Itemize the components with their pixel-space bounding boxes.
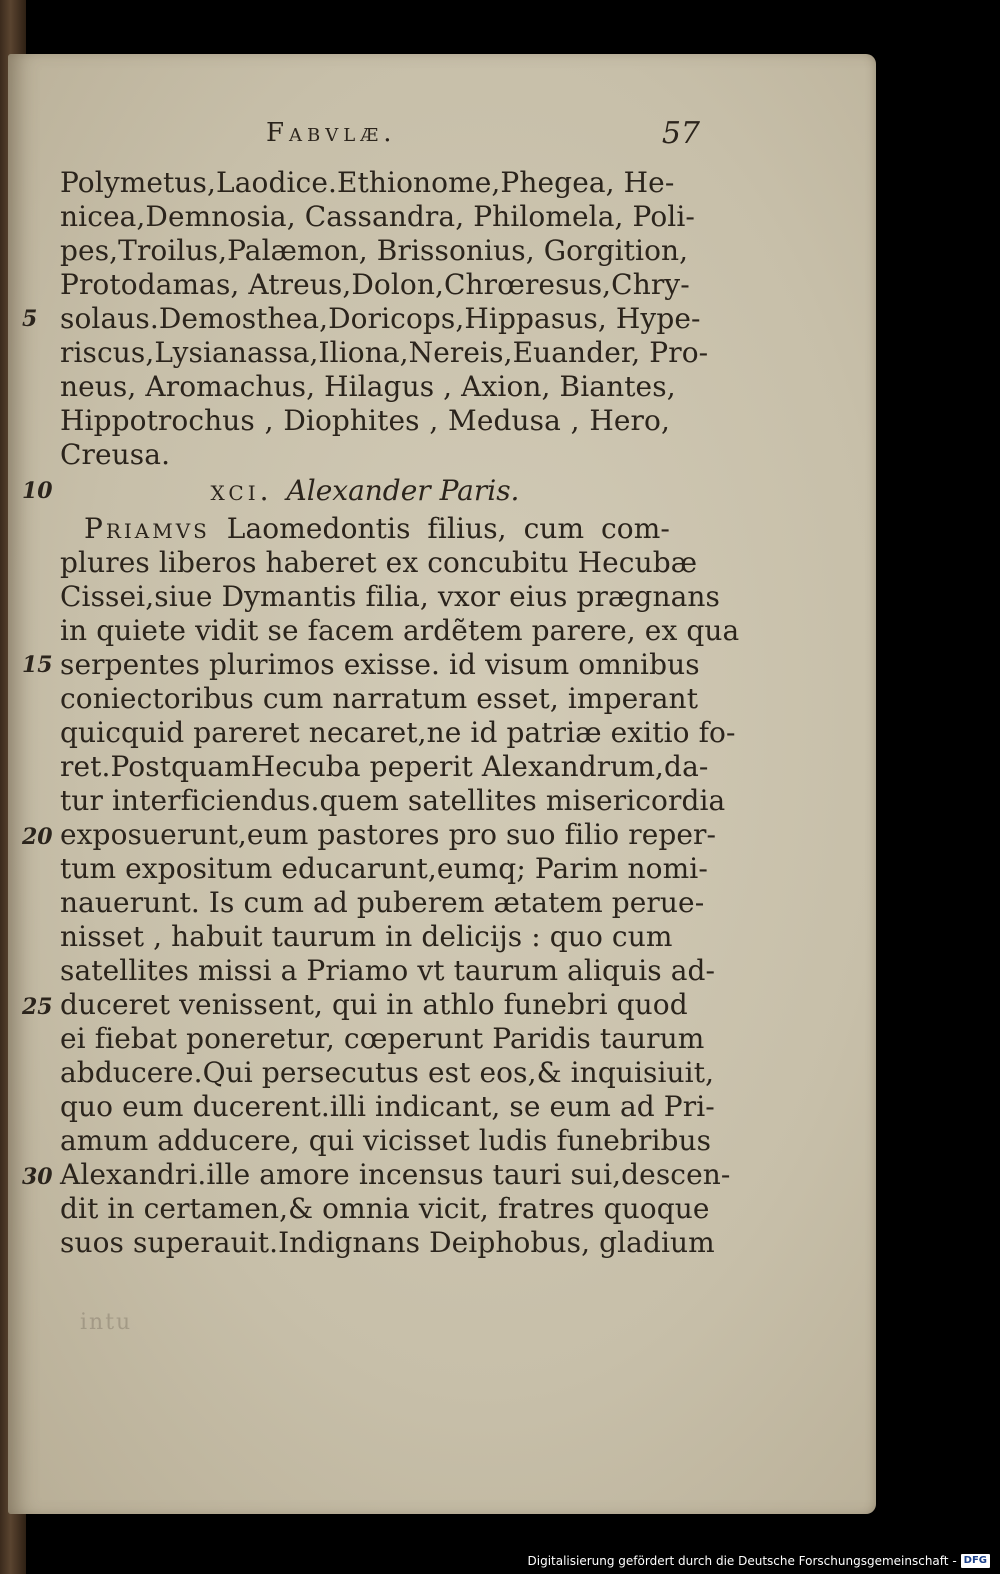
text-line: serpentes plurimos exisse. id visum omnibus	[60, 648, 700, 681]
text-line: nauerunt. Is cum ad puberem ætatem perue-	[60, 886, 705, 919]
page-header	[60, 118, 700, 158]
text-line: Alexandri.ille amore incensus tauri sui,descen-	[60, 1158, 731, 1191]
text-line: Polymetus,Laodice.Ethionome,Phegea, He-	[60, 166, 675, 199]
credit-text: Digitalisierung gefördert durch die Deutsche Forschungsgemeinschaft -	[527, 1554, 957, 1568]
margin-line-number: 30	[22, 1164, 53, 1190]
text-line: quo eum ducerent.illi indicant, se eum ad Pri-	[60, 1090, 715, 1123]
page-number: 57	[661, 116, 700, 151]
book-page	[8, 54, 876, 1514]
text-line: nisset , habuit taurum in delicijs : quo cum	[60, 920, 673, 953]
margin-line-number: 25	[22, 994, 53, 1020]
text-line: coniectoribus cum narratum esset, imperant	[60, 682, 699, 715]
text-line: suos superauit.Indignans Deiphobus, gladium	[60, 1226, 715, 1259]
text-line: riscus,Lysianassa,Iliona,Nereis,Euander, Pro-	[60, 336, 709, 369]
text-line: in quiete vidit se facem ardẽtem parere, ex qua	[60, 614, 740, 647]
text-line: Laomedontis filius, cum com-	[226, 512, 670, 545]
text-line: satellites missi a Priamo vt taurum aliquis ad-	[60, 954, 716, 987]
text-line: exposuerunt,eum pastores pro suo filio reper-	[60, 818, 717, 851]
margin-line-number: 20	[22, 824, 53, 850]
text-line: plures liberos haberet ex concubitu Hecubæ	[60, 546, 698, 579]
text-line: ret.PostquamHecuba peperit Alexandrum,da-	[60, 750, 709, 783]
text-line: Creusa.	[60, 438, 171, 471]
text-line: duceret venissent, qui in athlo funebri quod	[60, 988, 688, 1021]
dropcap-word: Priamvs	[84, 512, 210, 545]
text-line: Protodamas, Atreus,Dolon,Chrœresus,Chry-	[60, 268, 690, 301]
text-line: tur interficiendus.quem satellites misericordia	[60, 784, 726, 817]
margin-line-number: 15	[22, 652, 53, 678]
chapter-heading	[60, 474, 670, 510]
text-line: tum expositum educarunt,eumq; Parim nomi-	[60, 852, 708, 885]
text-line: ei fiebat poneretur, cœperunt Paridis taurum	[60, 1022, 705, 1055]
text-line: amum adducere, qui vicisset ludis funebribus	[60, 1124, 712, 1157]
text-line: solaus.Demosthea,Doricops,Hippasus, Hype-	[60, 302, 701, 335]
text-line: quicquid pareret necaret,ne id patriæ exitio fo-	[60, 716, 736, 749]
chapter-number: xci.	[210, 474, 273, 507]
text-line: pes,Troilus,Palæmon, Brissonius, Gorgition,	[60, 234, 689, 267]
margin-line-number: 10	[22, 478, 53, 504]
text-line: Cissei,siue Dymantis filia, vxor eius prægnans	[60, 580, 720, 613]
text-line: Hippotrochus , Diophites , Medusa , Hero,	[60, 404, 670, 437]
text-line: nicea,Demnosia, Cassandra, Philomela, Poli-	[60, 200, 695, 233]
text-line: neus, Aromachus, Hilagus , Axion, Biantes,	[60, 370, 676, 403]
margin-line-number: 5	[22, 306, 38, 332]
dfg-logo: DFG	[961, 1554, 990, 1568]
text-line-with-dropcap	[60, 512, 670, 546]
catchword-showthrough: intu	[80, 1310, 133, 1335]
chapter-title: Alexander Paris.	[286, 474, 520, 507]
text-line: dit in certamen,& omnia vicit, fratres quoque	[60, 1192, 710, 1225]
text-line: abducere.Qui persecutus est eos,& inquisiuit,	[60, 1056, 715, 1089]
digitization-credit	[528, 1552, 991, 1570]
page-text	[8, 54, 876, 1514]
running-head: Fabvlæ.	[266, 118, 397, 148]
